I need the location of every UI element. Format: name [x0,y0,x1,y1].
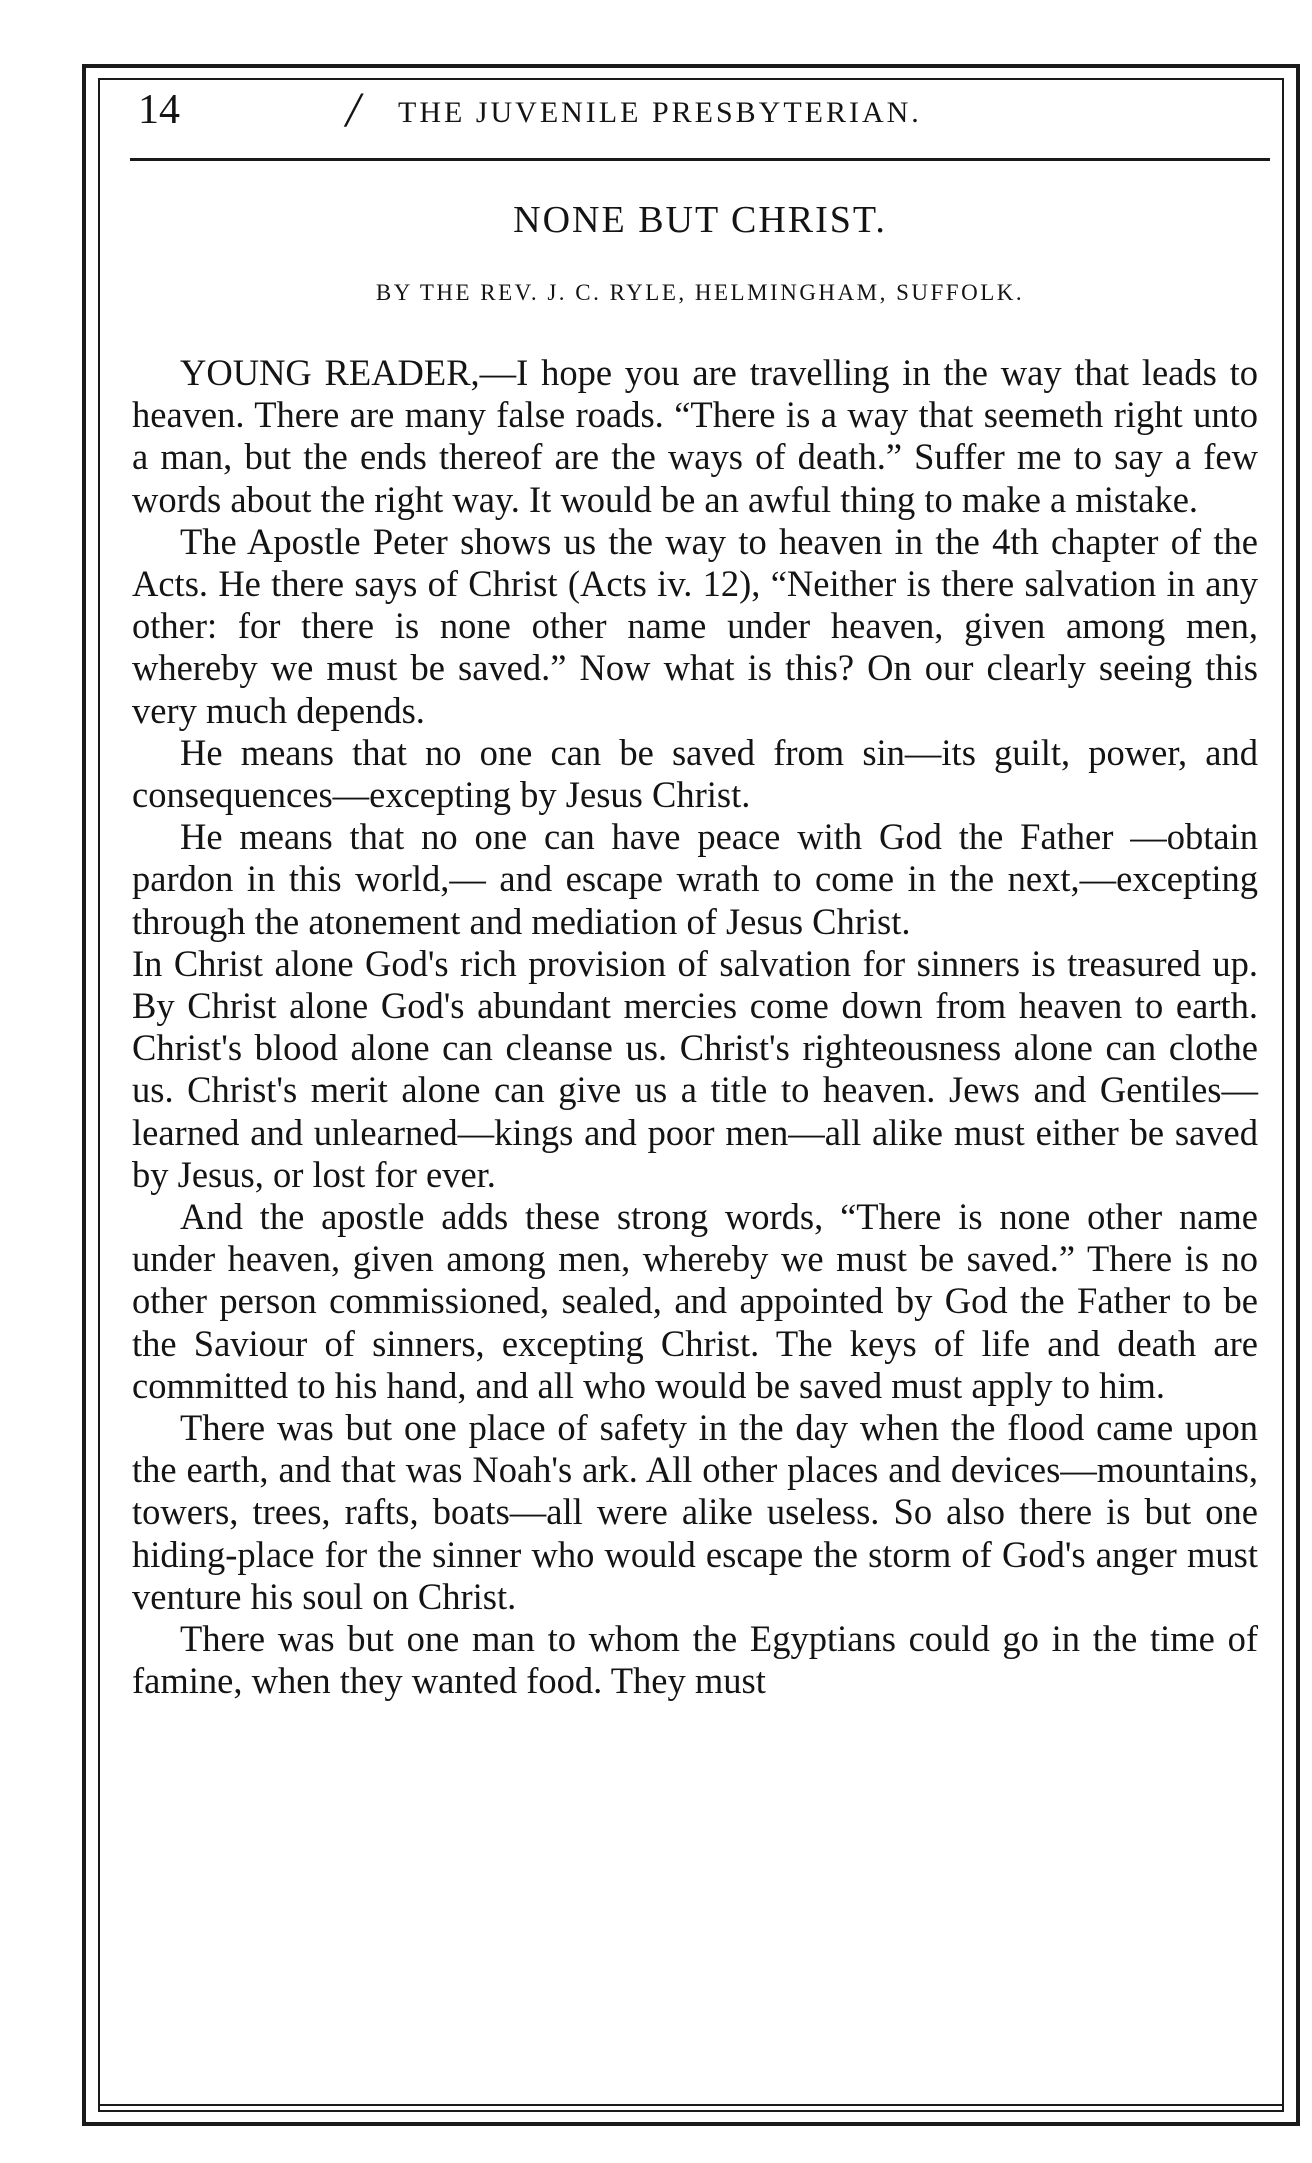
paragraph: In Christ alone God's rich provision of salvation for sinners is treasured up. By Christ alone God's abundant mercies come down from heaven to earth. Christ's blood alone can cleanse us. Christ's righteousness alone can clothe us. Christ's merit alone can give us a title to heaven. Jews and Gentiles—learned and unlearned—kings and poor men—all alike must either be saved by Jesus, or lost for ever. [132,942,1258,1195]
page-header [130,82,1260,152]
article-body [132,352,1258,1703]
paragraph: The Apostle Peter shows us the way to heaven in the 4th chapter of the Acts. He there says of Christ (Acts iv. 12), “Neither is there salvation in any other: for there is none other name under heaven, given among men, whereby we must be saved.” Now what is this? On our clearly seeing this very much depends. [132,520,1258,731]
paragraph: There was but one man to whom the Egyptians could go in the time of famine, when they wanted food. They must [132,1618,1258,1702]
paragraph: He means that no one can have peace with God the Father —obtain pardon in this world,— and escape wrath to come in the next,—excepting through the atonement and mediation of Jesus Christ. [132,816,1258,942]
bottom-rule [98,2104,1284,2106]
header-mark: / [346,81,360,137]
paragraph: He means that no one can be saved from sin—its guilt, power, and consequences—excepting by Jesus Christ. [132,731,1258,816]
page-number: 14 [138,87,180,133]
paragraph: And the apostle adds these strong words, “There is none other name under heaven, given among men, whereby we must be saved.” There is no other person commissioned, sealed, and appointed by God the Father to be the Saviour of sinners, excepting Christ. The keys of life and death are committed to his hand, and all who would be saved must apply to him. [132,1196,1258,1406]
paragraph: There was but one place of safety in the day when the flood came upon the earth, and that was Noah's ark. All other places and devices—mountains, towers, trees, rafts, boats—all were alike useless. So also there is but one hiding-place for the sinner who would escape the storm of God's anger must venture his soul on Christ. [132,1407,1258,1617]
header-rule [130,158,1270,161]
article-title: NONE BUT CHRIST. [513,199,887,241]
article-byline: BY THE REV. J. C. RYLE, HELMINGHAM, SUFFOLK. [375,280,1025,305]
journal-title: THE JUVENILE PRESBYTERIAN. [398,96,922,129]
paragraph: YOUNG READER,—I hope you are travelling in the way that leads to heaven. There are many false roads. “There is a way that seemeth right unto a man, but the ends thereof are the ways of death.” Suffer me to say a few words about the right way. It would be an awful thing to make a mistake. [132,352,1258,520]
